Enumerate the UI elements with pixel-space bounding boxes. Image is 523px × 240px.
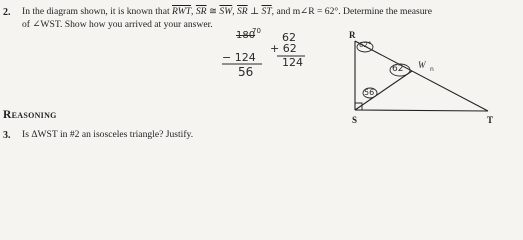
triangle-diagram bbox=[355, 41, 488, 111]
w-mark: n bbox=[430, 66, 434, 73]
problem-2-number: 2. bbox=[3, 7, 11, 18]
handwritten-superscript: 70 bbox=[252, 27, 261, 35]
problem-2-given-angle: , and m∠R = 62°. Determine the measure bbox=[271, 6, 433, 17]
vertex-label-s: S bbox=[352, 115, 358, 125]
angle-s-label: 56 bbox=[364, 88, 375, 97]
segment-sr: $\overline{SR}$ bbox=[195, 6, 207, 17]
problem-2-line-2: of ∠WST. Show how you arrived at your answer. bbox=[22, 19, 213, 30]
reasoning-heading: Reasoning bbox=[3, 109, 57, 121]
segment-rt bbox=[355, 41, 488, 111]
segment-st: $\overline{ST}$ bbox=[261, 6, 272, 17]
vertex-label-t: T bbox=[487, 115, 494, 125]
handwritten-sum-124: 124 bbox=[282, 56, 303, 69]
perpendicular-symbol: ⊥ bbox=[250, 6, 260, 17]
segment-rwt: $\overline{RWT}$ bbox=[172, 6, 192, 17]
problem-2-intro: In the diagram shown, it is known that bbox=[22, 6, 170, 17]
separator: , bbox=[232, 6, 235, 17]
problem-3-number: 3. bbox=[3, 130, 11, 141]
handwritten-62-top: 62 bbox=[282, 31, 296, 44]
handwritten-180: 180 bbox=[236, 30, 256, 41]
segment-sw: $\overline{SW}$ bbox=[219, 6, 233, 17]
problem-3-text: Is ΔWST in #2 an isosceles triangle? Justify. bbox=[22, 129, 194, 140]
segment-sr-2: $\overline{SR}$ bbox=[237, 6, 248, 17]
congruent-symbol: ≅ bbox=[208, 6, 217, 17]
angle-r-label: 62° bbox=[359, 41, 372, 49]
vertex-label-r: R bbox=[349, 30, 356, 40]
vertex-label-w: W bbox=[418, 60, 426, 70]
handwritten-plus-62: + 62 bbox=[270, 42, 297, 55]
separator: , bbox=[191, 6, 194, 17]
angle-w-label: 62 bbox=[392, 64, 404, 74]
handwritten-result-56: 56 bbox=[238, 65, 254, 79]
segment-st-line bbox=[355, 110, 488, 111]
handwritten-minus-124: − 124 bbox=[222, 51, 256, 64]
